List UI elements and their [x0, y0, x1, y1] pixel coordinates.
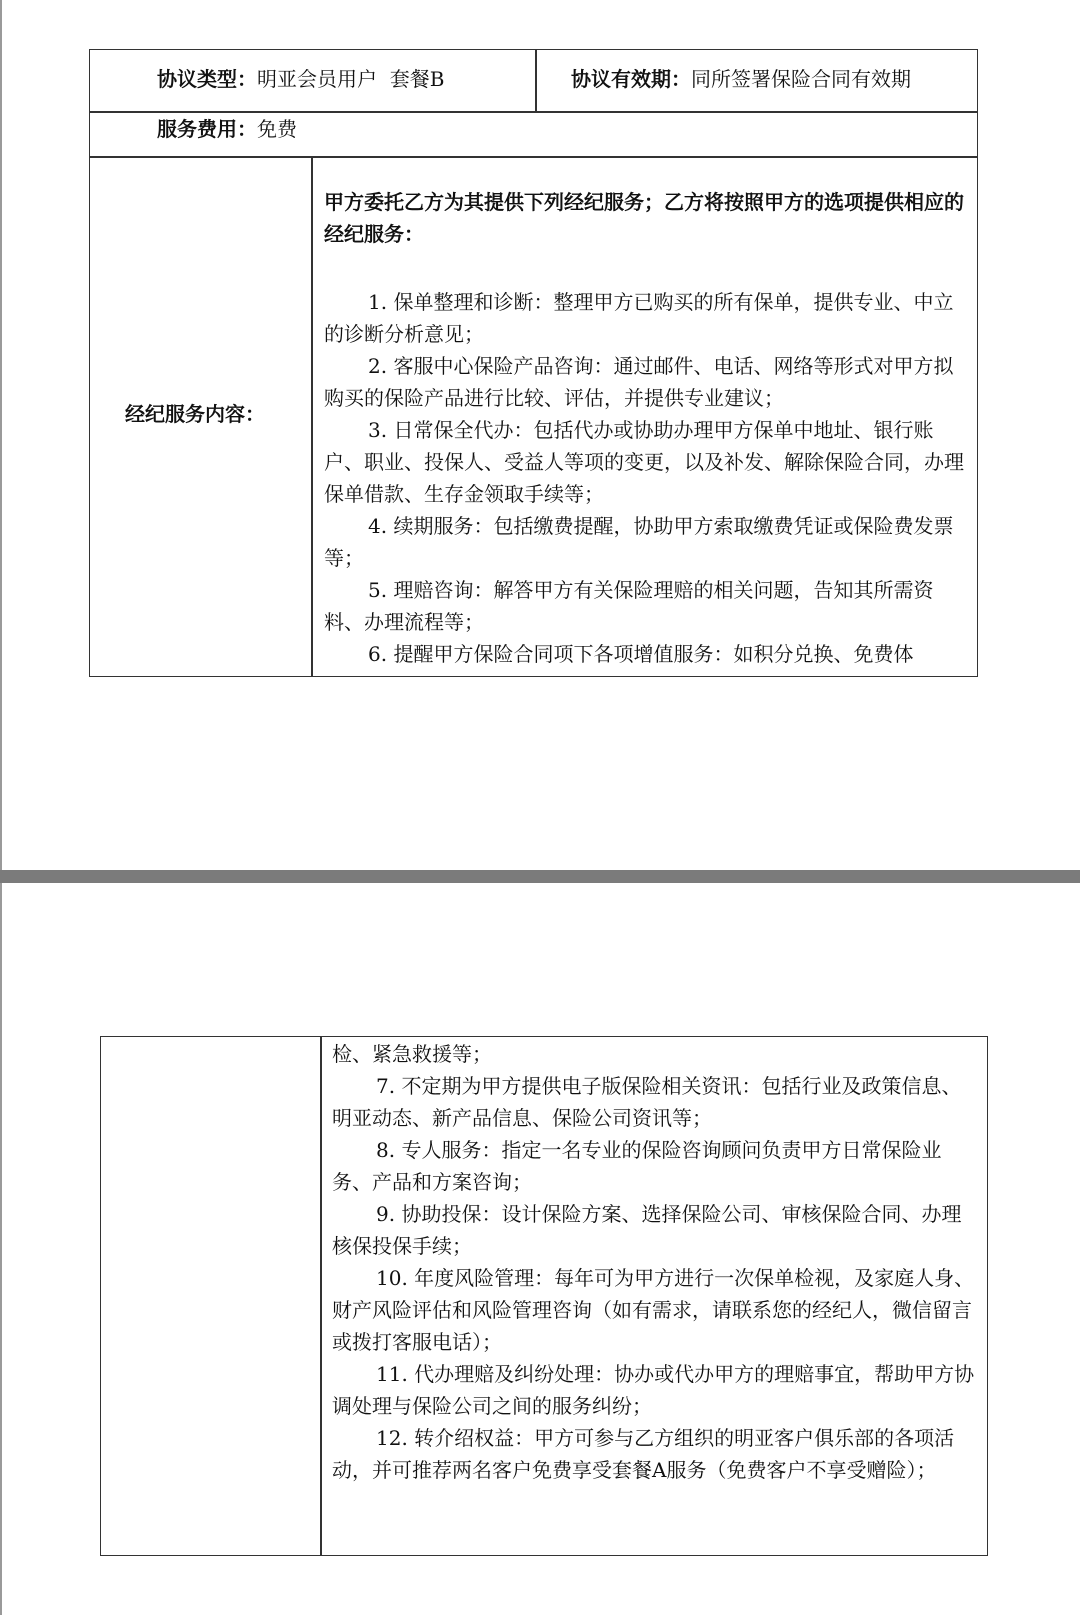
agreement-type-label: 协议类型： — [157, 67, 257, 91]
service-item: 12. 转介绍权益：甲方可参与乙方组织的明亚客户俱乐部的各项活动，并可推荐两名客户免费享受套餐A服务（免费客户不享受赠险）； — [332, 1426, 955, 1482]
services-intro: 甲方委托乙方为其提供下列经纪服务；乙方将按照甲方的选项提供相应的经纪服务： — [324, 190, 964, 246]
agreement-type-cell — [157, 63, 444, 95]
column-divider — [320, 1036, 322, 1556]
services-label: 经纪服务内容： — [125, 402, 265, 426]
page-edge — [0, 883, 2, 1615]
service-item: 3. 日常保全代办：包括代办或协助办理甲方保单中地址、银行账户、职业、投保人、受益人等项的变更，以及补发、解除保险合同，办理保单借款、生存金领取手续等； — [324, 418, 964, 506]
services-list-page-2 — [332, 1038, 980, 1486]
service-item: 4. 续期服务：包括缴费提醒，协助甲方索取缴费凭证或保险费发票等； — [324, 514, 954, 570]
service-item: 2. 客服中心保险产品咨询：通过邮件、电话、网络等形式对甲方拟购买的保险产品进行比较、评估，并提供专业建议； — [324, 354, 954, 410]
service-item: 10. 年度风险管理：每年可为甲方进行一次保单检视，及家庭人身、财产风险评估和风险管理咨询（如有需求，请联系您的经纪人，微信留言或拨打客服电话）； — [332, 1266, 975, 1354]
service-item: 11. 代办理赔及纠纷处理：协办或代办甲方的理赔事宜，帮助甲方协调处理与保险公司之间的服务纠纷； — [332, 1362, 975, 1418]
column-divider — [535, 49, 537, 112]
service-item: 9. 协助投保：设计保险方案、选择保险公司、审核保险合同、办理核保投保手续； — [332, 1202, 962, 1258]
service-item: 8. 专人服务：指定一名专业的保险咨询顾问负责甲方日常保险业务、产品和方案咨询； — [332, 1138, 942, 1194]
row-divider — [89, 156, 978, 158]
service-item: 6. 提醒甲方保险合同项下各项增值服务：如积分兑换、免费体 — [368, 642, 914, 666]
service-item: 5. 理赔咨询：解答甲方有关保险理赔的相关问题，告知其所需资料、办理流程等； — [324, 578, 934, 634]
agreement-validity-label: 协议有效期： — [571, 67, 691, 91]
service-fee-value: 免费 — [257, 117, 297, 141]
service-fee-label: 服务费用： — [157, 117, 257, 141]
page-separator — [0, 870, 1080, 883]
service-item-continued: 检、紧急救援等； — [332, 1042, 492, 1066]
agreement-type-value: 明亚会员用户 套餐B — [257, 67, 445, 91]
page-edge — [0, 0, 2, 870]
service-item: 1. 保单整理和诊断：整理甲方已购买的所有保单，提供专业、中立的诊断分析意见； — [324, 290, 954, 346]
document-page-2 — [0, 883, 1080, 1615]
service-item: 7. 不定期为甲方提供电子版保险相关资讯：包括行业及政策信息、明亚动态、新产品信息、保险公司资讯等； — [332, 1074, 962, 1130]
service-fee-cell — [157, 113, 297, 145]
column-divider — [311, 156, 313, 677]
services-list-page-1 — [324, 286, 972, 670]
agreement-validity-value: 同所签署保险合同有效期 — [691, 67, 911, 91]
agreement-validity-cell — [571, 63, 911, 95]
